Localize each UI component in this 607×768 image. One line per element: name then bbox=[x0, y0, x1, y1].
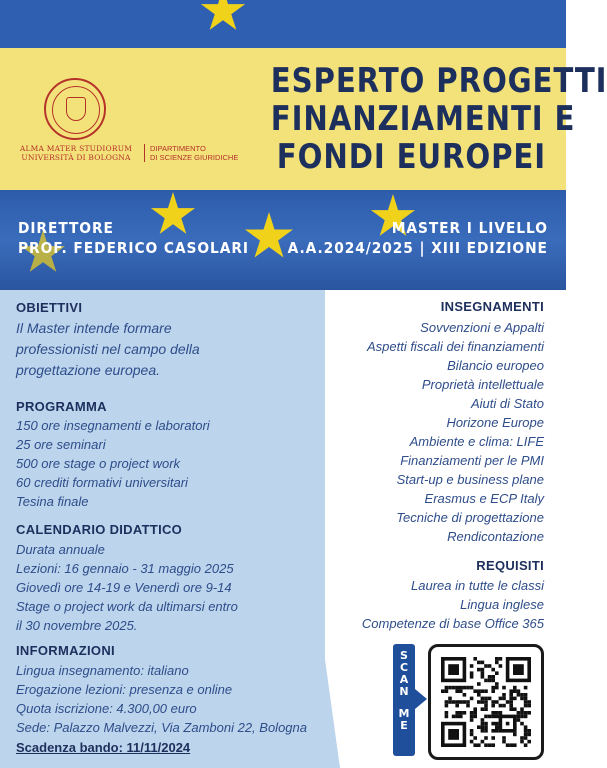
list-item: 150 ore insegnamenti e laboratori bbox=[16, 418, 210, 433]
programma-heading: PROGRAMMA bbox=[16, 399, 107, 414]
list-item: il 30 novembre 2025. bbox=[16, 618, 138, 633]
scan-me-label: S C A N M E bbox=[398, 649, 410, 732]
list-item: Erasmus e ECP Italy bbox=[424, 491, 544, 506]
star-icon bbox=[200, 0, 246, 34]
list-item: Lingua insegnamento: italiano bbox=[16, 663, 189, 678]
insegnamenti-list bbox=[367, 318, 544, 546]
list-item: Stage o project work da ultimarsi entro bbox=[16, 599, 238, 614]
logo-divider bbox=[144, 144, 145, 162]
list-item: Sede: Palazzo Malvezzi, Via Zamboni 22, Bologna bbox=[16, 720, 307, 735]
obiettivi-text: Il Master intende formare professionisti nel campo della progettazione europea. bbox=[16, 320, 200, 378]
list-item: Proprietà intellettuale bbox=[421, 377, 544, 392]
informazioni-heading: INFORMAZIONI bbox=[16, 643, 115, 658]
university-logo bbox=[16, 78, 246, 188]
list-item: Finanziamenti per le PMI bbox=[400, 453, 544, 468]
list-item: Aiuti di Stato bbox=[471, 396, 544, 411]
list-item: Aspetti fiscali dei finanziamenti bbox=[366, 339, 544, 354]
title-line-2: FINANZIAMENTI E bbox=[270, 99, 576, 139]
insegnamenti-heading: INSEGNAMENTI bbox=[440, 299, 544, 314]
list-item: 60 crediti formativi universitari bbox=[16, 475, 188, 490]
informazioni-list bbox=[16, 661, 307, 737]
requisiti-heading: REQUISITI bbox=[476, 558, 544, 573]
list-item: Horizone Europe bbox=[446, 415, 544, 430]
list-item: Erogazione lezioni: presenza e online bbox=[16, 682, 233, 697]
academic-year-edition: A.A.2024/2025 | XIII EDIZIONE bbox=[287, 239, 548, 257]
eu-flag-top-band bbox=[0, 0, 566, 48]
list-item: Sovvenzioni e Appalti bbox=[420, 320, 544, 335]
director-name: PROF. FEDERICO CASOLARI bbox=[18, 239, 249, 257]
list-item: Laurea in tutte le classi bbox=[411, 578, 544, 593]
university-name: ALMA MATER STUDIORUM UNIVERSITÀ DI BOLOGNA bbox=[19, 144, 133, 162]
star-icon bbox=[244, 212, 294, 262]
requisiti-list bbox=[362, 576, 544, 633]
qr-code-icon[interactable] bbox=[428, 644, 544, 760]
obiettivi-heading: OBIETTIVI bbox=[16, 300, 83, 315]
list-item: 500 ore stage o project work bbox=[16, 456, 181, 471]
director-label: DIRETTORE bbox=[18, 219, 114, 237]
master-level: MASTER I LIVELLO bbox=[391, 219, 548, 237]
list-item: Bilancio europeo bbox=[447, 358, 544, 373]
list-item: Lezioni: 16 gennaio - 31 maggio 2025 bbox=[16, 561, 234, 576]
programma-list bbox=[16, 416, 210, 511]
list-item: Durata annuale bbox=[16, 542, 105, 557]
list-item: Rendicontazione bbox=[447, 529, 544, 544]
director-block bbox=[18, 218, 249, 258]
calendario-heading: CALENDARIO DIDATTICO bbox=[16, 522, 183, 537]
list-item: Ambiente e clima: LIFE bbox=[409, 434, 544, 449]
calendario-list bbox=[16, 540, 238, 635]
department-name: DIPARTIMENTO DI SCIENZE GIURIDICHE bbox=[150, 144, 239, 162]
list-item: Competenze di base Office 365 bbox=[361, 616, 544, 631]
list-item: Start-up e business plane bbox=[396, 472, 544, 487]
qr-pattern bbox=[441, 657, 531, 747]
list-item: Tesina finale bbox=[16, 494, 89, 509]
list-item: Quota iscrizione: 4.300,00 euro bbox=[16, 701, 197, 716]
university-seal-icon bbox=[44, 78, 106, 140]
list-item: Lingua inglese bbox=[460, 597, 544, 612]
page-title bbox=[270, 61, 607, 177]
title-line-1: ESPERTO PROGETTI bbox=[270, 61, 607, 101]
list-item: Giovedì ore 14-19 e Venerdì ore 9-14 bbox=[16, 580, 232, 595]
list-item: Tecniche di progettazione bbox=[396, 510, 544, 525]
master-block bbox=[288, 218, 548, 258]
arrow-right-icon bbox=[415, 689, 427, 709]
title-line-3: FONDI EUROPEI bbox=[276, 137, 546, 177]
deadline-text: Scadenza bando: 11/11/2024 bbox=[16, 740, 191, 755]
list-item: 25 ore seminari bbox=[16, 437, 106, 452]
